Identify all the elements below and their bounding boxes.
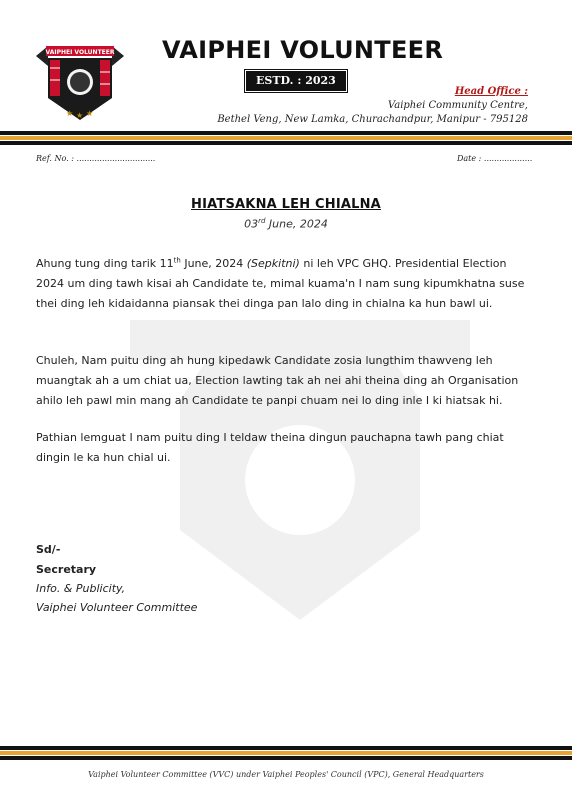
signature-organization: Vaiphei Volunteer Committee (36, 601, 198, 614)
header-stripe-orange (0, 136, 572, 140)
signature-role: Secretary (36, 563, 97, 576)
svg-text:★: ★ (66, 109, 74, 118)
address-line-2: Bethel Veng, New Lamka, Churachandpur, Manipur - 795128 (217, 114, 528, 125)
signature-sd: Sd/- (36, 543, 61, 556)
reference-date: Date : ................... (457, 154, 533, 163)
footer-text: Vaiphei Volunteer Committee (VVC) under Vaiphei Peoples' Council (VPC), General Headquarters (88, 770, 484, 779)
head-office-label: Head Office : (454, 86, 528, 97)
body-paragraph-3: Pathian lemguat I nam puitu ding I teldaw theina dingun pauchapna tawh pang chiat dingin le ka hun chial ui. (36, 431, 504, 464)
established-badge: ESTD. : 2023 (246, 71, 346, 91)
address-line-1: Vaiphei Community Centre, (387, 100, 528, 111)
body-paragraph-2: Chuleh, Nam puitu ding ah hung kipedawk Candidate zosia lungthim thawveng leh muangtak ah a um chiat ua, Election lawting tak ah nei ahi theina ding ah Organisation ahilo leh pawl min mang ah Candidate te panpi chuam nei lo ding inle I ki hiatsak hi. (36, 354, 519, 407)
header-stripe-black (0, 131, 572, 135)
notice-title: HIATSAKNA LEH CHIALNA (191, 197, 381, 212)
svg-text:★: ★ (76, 111, 84, 120)
body-paragraph-1: Ahung tung ding tarik 11th June, 2024 (Sepkitni) ni leh VPC GHQ. Presidential Election 2024 um ding tawh kisai ah Candidate te, mimal kuama'n I nam sung kipumkhatna suse thei ding leh kidaidanna piansak thei dinga pan lalo ding in chialna ka hun bawl ui. (36, 256, 525, 310)
footer-stripe-black (0, 746, 572, 750)
footer-stripe-black (0, 756, 572, 760)
footer-stripe-orange (0, 751, 572, 755)
reference-number: Ref. No. : ............................... (36, 154, 156, 163)
header-stripe-black (0, 141, 572, 145)
vaiphei-volunteer-logo-icon (30, 36, 130, 126)
signature-department: Info. & Publicity, (36, 582, 126, 595)
svg-text:VAIPHEI VOLUNTEER: VAIPHEI VOLUNTEER (45, 49, 115, 56)
notice-date: 03rd June, 2024 (244, 217, 328, 231)
organization-name: VAIPHEI VOLUNTEER (162, 36, 444, 64)
svg-text:★: ★ (86, 109, 94, 118)
